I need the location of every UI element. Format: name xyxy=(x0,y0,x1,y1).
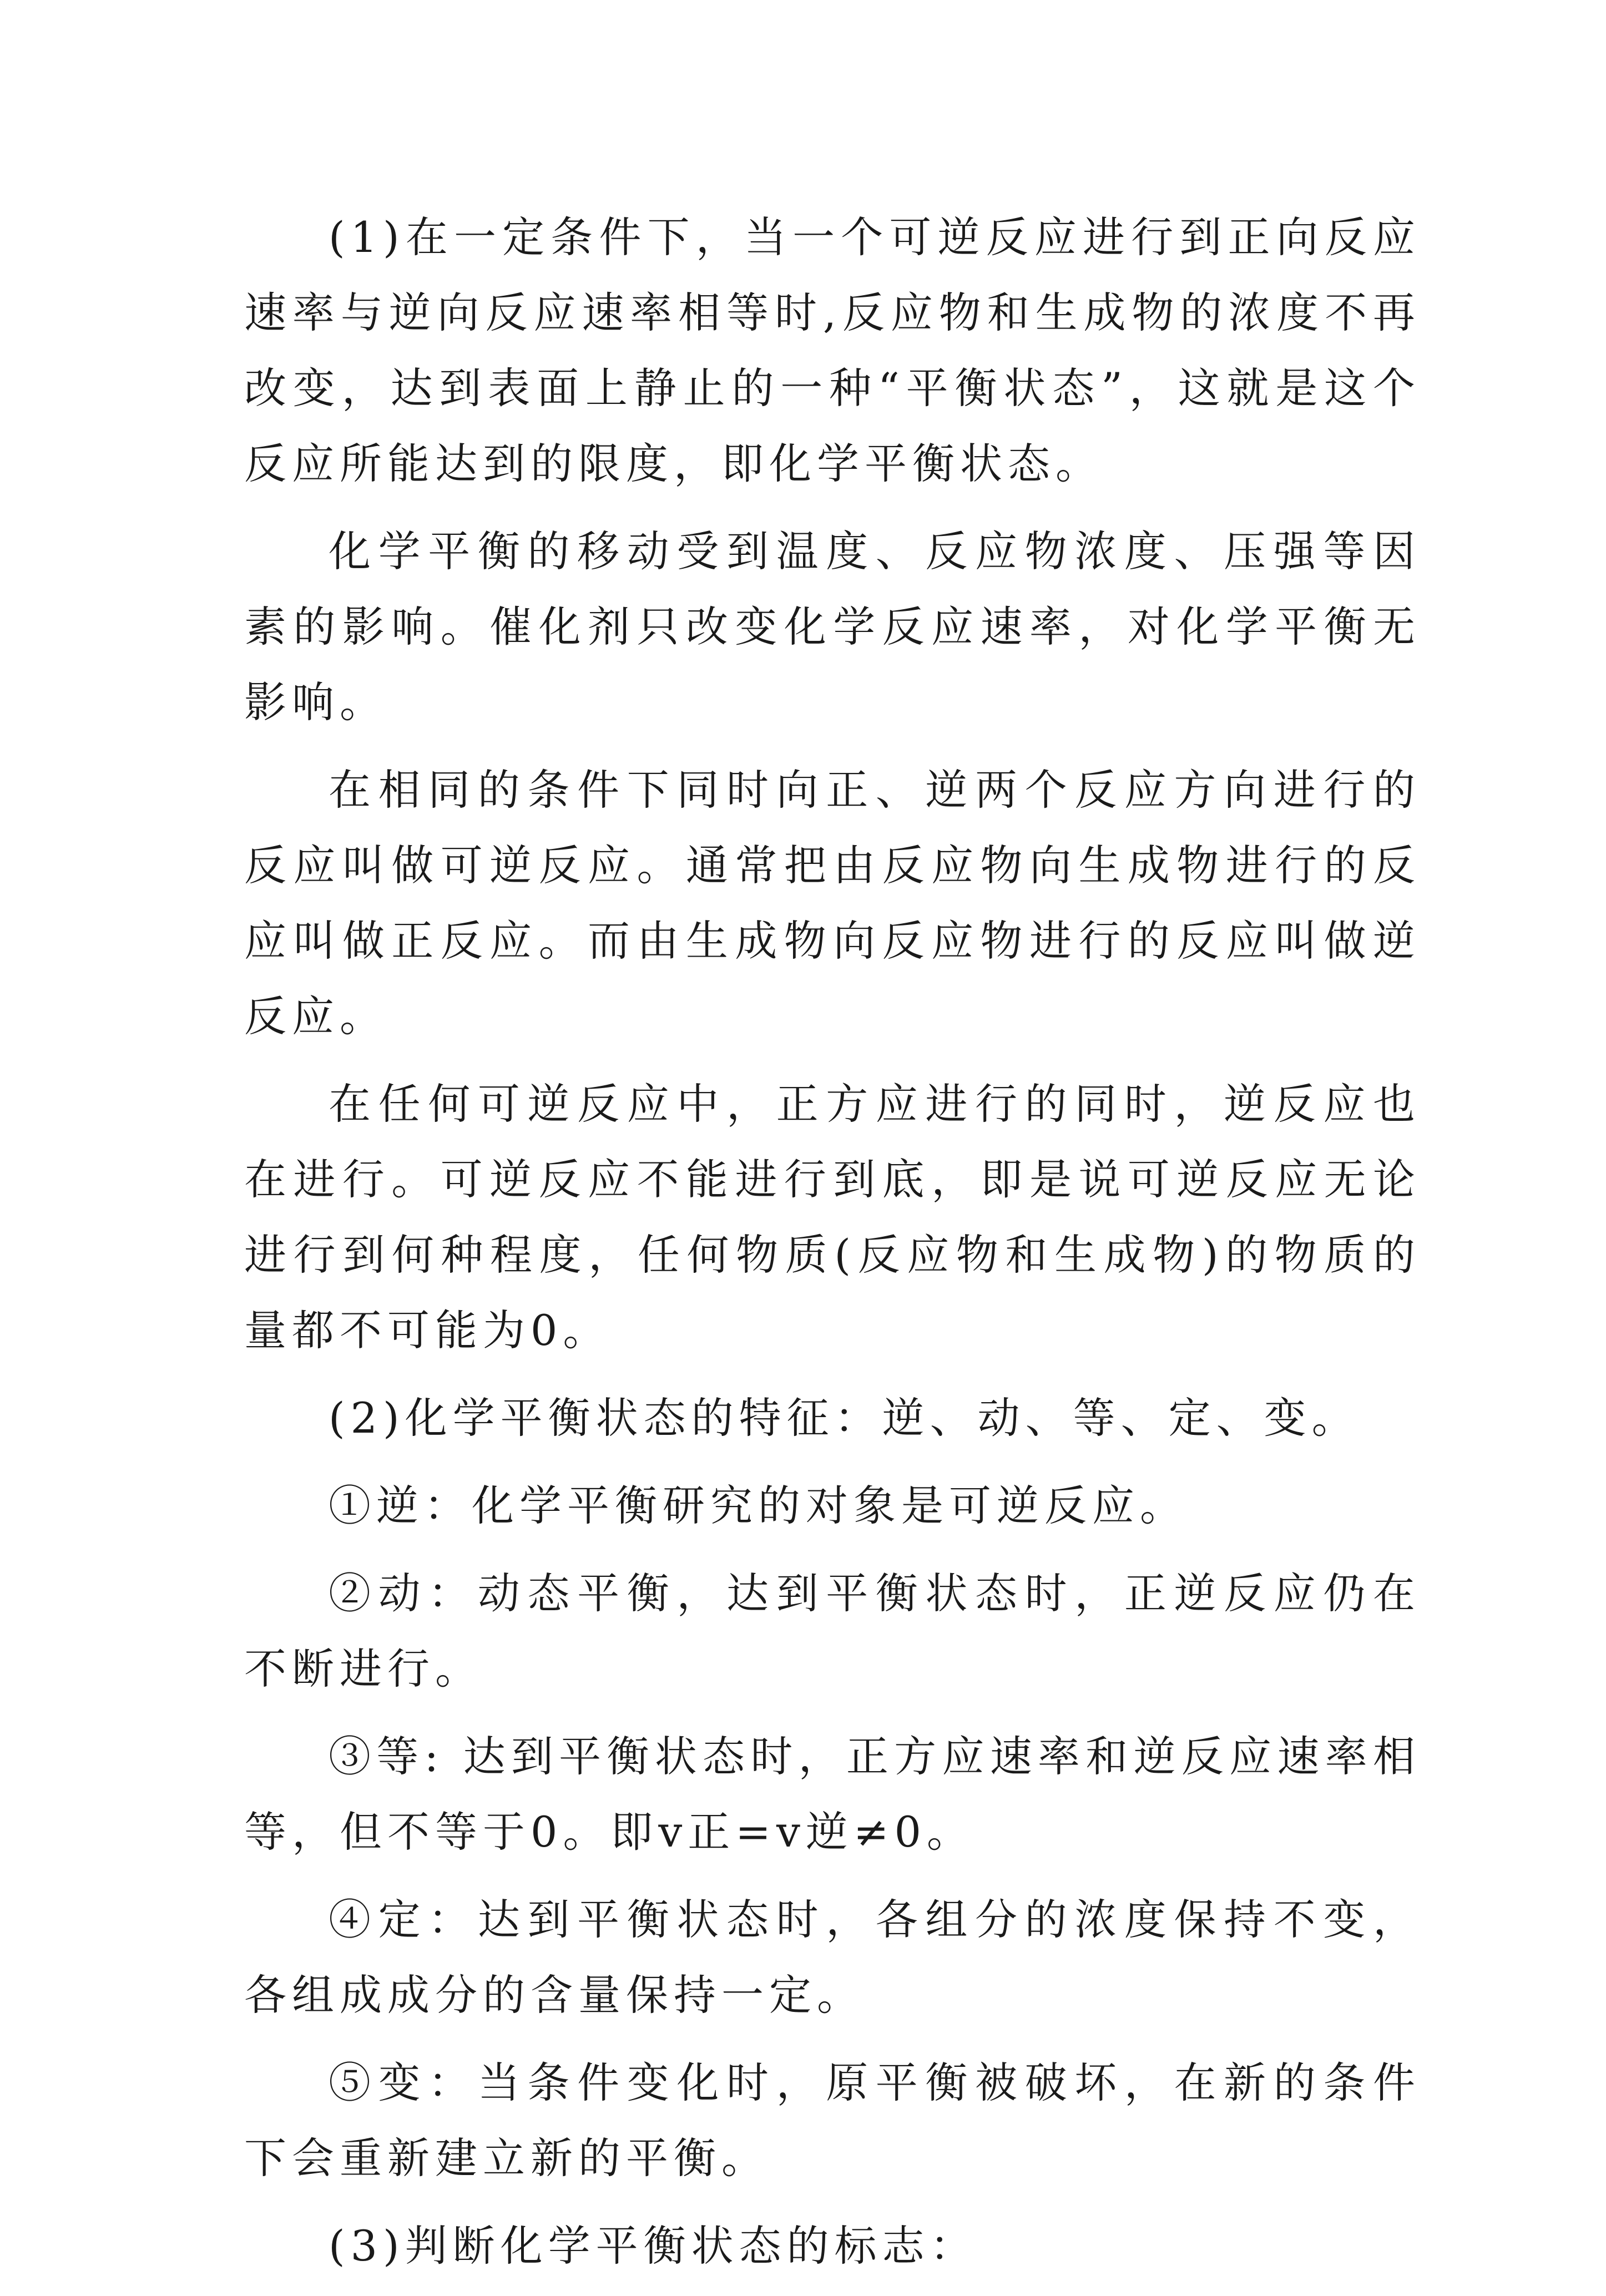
paragraph-feature-constant: ④定：达到平衡状态时，各组分的浓度保持不变，各组成成分的含量保持一定。 xyxy=(244,1895,1421,2020)
paragraph-equilibrium-factors: 化学平衡的移动受到温度、反应物浓度、压强等因素的影响。催化剂只改变化学反应速率，对化学平衡无影响。 xyxy=(244,527,1421,727)
paragraph-feature-equal: ③等: 达到平衡状态时，正方应速率和逆反应速率相等，但不等于0。即v正=v逆≠0。 xyxy=(244,1732,1421,1857)
paragraph-feature-reverse: ①逆：化学平衡研究的对象是可逆反应。 xyxy=(329,1481,1188,1530)
paragraph-feature-dynamic: ②动：动态平衡，达到平衡状态时，正逆反应仍在不断进行。 xyxy=(244,1569,1421,1693)
paragraph-reversible-reaction-definition: 在相同的条件下同时向正、逆两个反应方向进行的反应叫做可逆反应。通常把由反应物向生成物进行的反应叫做正反应。而由生成物向反应物进行的反应叫做逆反应。 xyxy=(244,765,1421,1041)
document-body xyxy=(244,200,1421,2296)
paragraph-reversible-reaction-limit: (1)在一定条件下，当一个可逆反应进行到正向反应速率与逆向反应速率相等时,反应物和生成物的浓度不再改变，达到表面上静止的一种“平衡状态”，这就是这个反应所能达到的限度，即化学平衡状态。 xyxy=(244,213,1421,488)
paragraph-equilibrium-indicators-heading: (3)判断化学平衡状态的标志： xyxy=(329,2221,978,2270)
paragraph-feature-change: ⑤变：当条件变化时，原平衡被破坏，在新的条件下会重新建立新的平衡。 xyxy=(244,2058,1421,2183)
paragraph-reversible-reaction-incomplete: 在任何可逆反应中，正方应进行的同时，逆反应也在进行。可逆反应不能进行到底，即是说可逆反应无论进行到何种程度，任何物质(反应物和生成物)的物质的量都不可能为0。 xyxy=(244,1079,1421,1355)
paragraph-equilibrium-features-heading: (2)化学平衡状态的特征：逆、动、等、定、变。 xyxy=(329,1393,1360,1443)
